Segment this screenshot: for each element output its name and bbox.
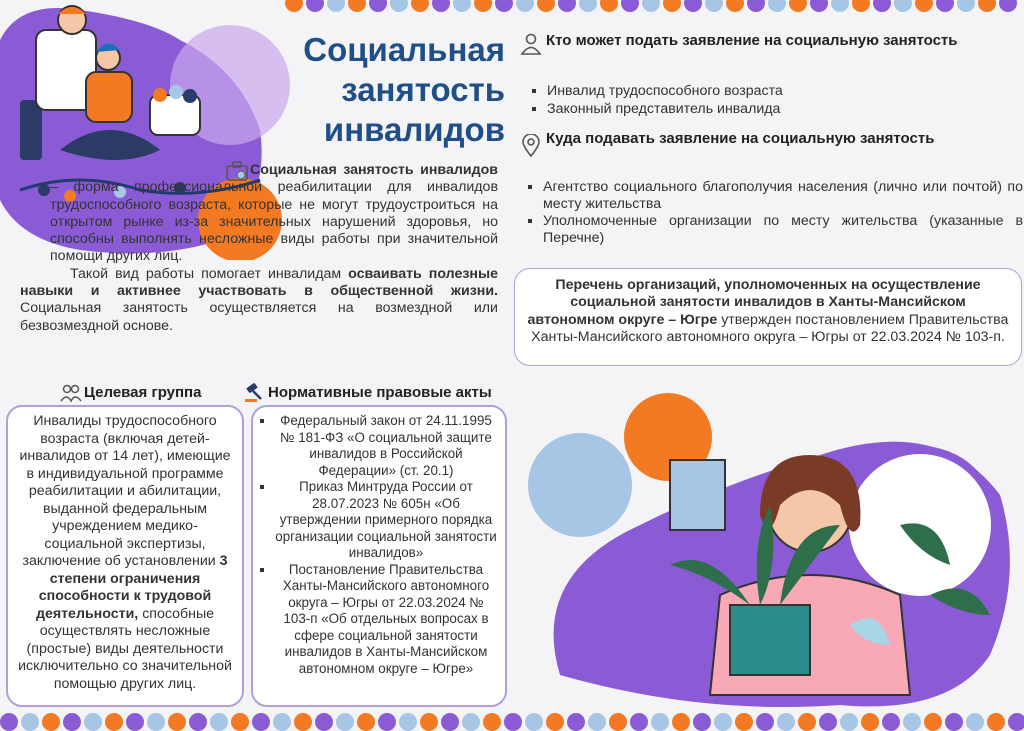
who-heading: Кто может подать заявление на социальную занятость: [546, 32, 958, 49]
person-icon: [520, 33, 542, 55]
who-item: ▪ Инвалид трудоспособного возраста: [547, 82, 783, 100]
intro-paragraph-2: Такой вид работы помогает инвалидам осваивать полезные навыки и активнее участвовать в общественной жизни. Социальная занятость осуществляется на возмездной или безвозмездной основе.: [20, 265, 498, 334]
legal-act-item: ▪ Федеральный закон от 24.11.1995 № 181-ФЗ «О социальной защите инвалидов в Российской Федерации» (ст. 20.1): [275, 413, 497, 479]
organizations-list-text: Перечень организаций, уполномоченных на осуществление социальной занятости инвалидов в Ханты-Мансийском автономном округе – Югре утвержден постановлением Правительства Ханты-Мансийского автономного округа – Югры от 22.03.2024 № 103-п.: [527, 277, 1009, 345]
legal-act-item: ▪ Приказ Минтруда России от 28.07.2023 № 605н «Об утверждении примерного порядка организации социальной занятости инвалидов»: [275, 479, 497, 562]
bottom-dots-decoration: [0, 713, 1024, 731]
where-list: [527, 179, 1023, 247]
gavel-icon: [243, 381, 267, 403]
target-group-box: [6, 405, 244, 707]
who-list: [531, 82, 783, 118]
intro-definition: – форма профессиональной реабилитации для инвалидов трудоспособного возраста, которые не могут трудоустроиться на открытом рынке из-за значительных нарушений здоровья, но способны выполнять несложные виды работы при значительной помощи других лиц.: [50, 179, 498, 265]
location-pin-icon: [521, 134, 541, 158]
where-item: ▪ Агентство социального благополучия населения (лично или почтой) по месту жительства: [543, 179, 1023, 213]
intro-text: [20, 162, 498, 335]
where-heading: Куда подавать заявление на социальную занятость: [546, 130, 935, 147]
target-group-heading: Целевая группа: [84, 384, 202, 401]
girl-with-plant-illustration: [520, 375, 1024, 715]
legal-act-item: ▪ Постановление Правительства Ханты-Мансийского автономного округа – Югры от 22.03.2024 № 103-п «Об отдельных вопросах в сфере социальной занятости инвалидов в Ханты-Мансийском автономном округе – Югре»: [275, 562, 497, 678]
intro-term: Социальная занятость инвалидов: [250, 162, 498, 178]
organizations-list-box: [514, 268, 1022, 366]
legal-acts-heading: Нормативные правовые акты: [268, 384, 492, 401]
legal-acts-list: [253, 407, 505, 677]
who-item: ▪ Законный представитель инвалида: [547, 100, 783, 118]
intro-paragraph-1: [0, 162, 498, 266]
page-title: Социальная занятость инвалидов: [303, 31, 505, 148]
legal-acts-box: [251, 405, 507, 707]
group-icon: [60, 383, 82, 403]
where-item: ▪ Уполномоченные организации по месту жительства (указанные в Перечне): [543, 213, 1023, 247]
target-group-text: Инвалиды трудоспособного возраста (включая детей-инвалидов от 14 лет), имеющие в индивидуальной программе реабилитации и абилитации, выданной федеральным учреждением медико-социальной экспертизы, заключение об установлении 3 степени ограничения способности к трудовой деятельности, способные осуществлять несложные (простые) виды деятельности исключительно со значительной помощью других лиц.: [18, 413, 232, 692]
